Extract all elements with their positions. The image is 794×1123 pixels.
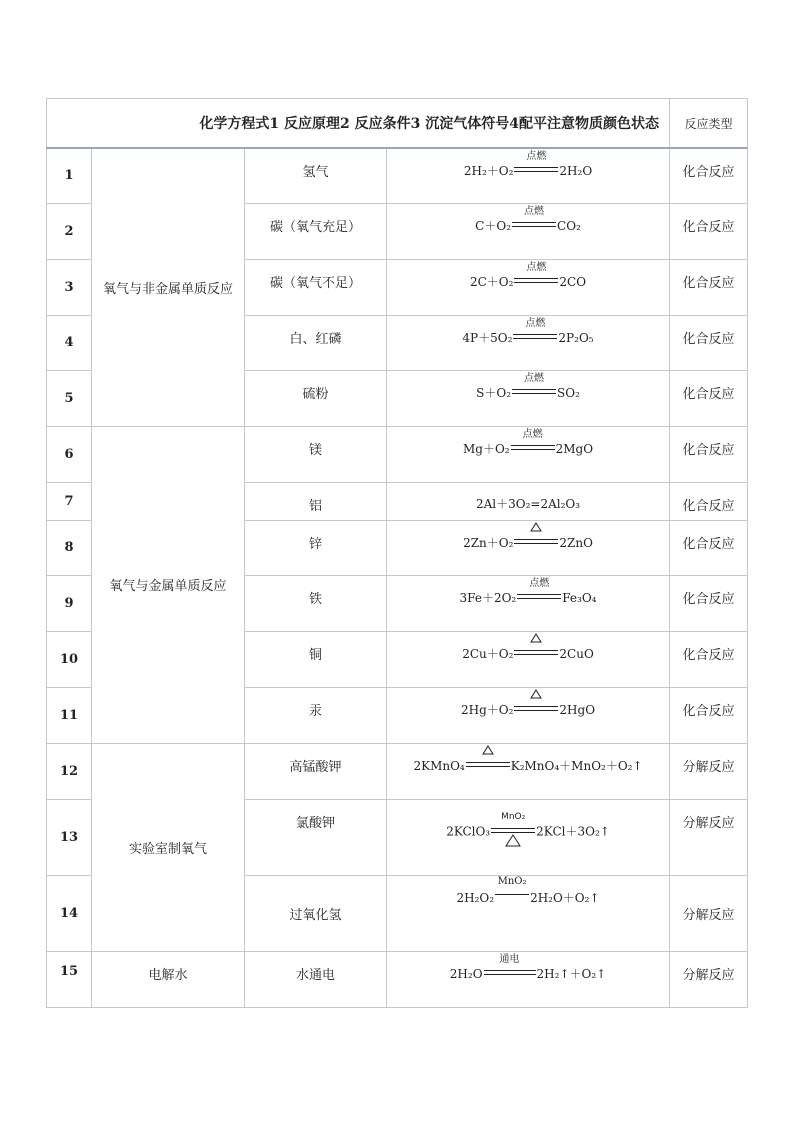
equation [387, 426, 670, 482]
reaction-type: 化合反应 [670, 370, 748, 426]
reaction-type-header: 反应类型 [670, 99, 748, 149]
table-row [47, 426, 748, 482]
eq-left: 2H₂O [449, 966, 483, 981]
row-number: 3 [47, 259, 92, 315]
reactant-name: 氯酸钾 [245, 799, 387, 875]
reactant-name: 硫粉 [245, 370, 387, 426]
reactant-name: 氢气 [245, 148, 387, 203]
reaction-type: 化合反应 [670, 426, 748, 482]
row-number: 12 [47, 743, 92, 799]
equation [387, 370, 670, 426]
table-header-row [47, 99, 748, 149]
group-metal: 氧气与金属单质反应 [92, 426, 245, 743]
equation [387, 951, 670, 1007]
reactant-name: 高锰酸钾 [245, 743, 387, 799]
row-number: 1 [47, 148, 92, 203]
table-row [47, 148, 748, 203]
reactant-name: 铁 [245, 575, 387, 631]
row-number: 11 [47, 687, 92, 743]
eq-right: 2H₂↑＋O₂↑ [536, 966, 607, 981]
heat-triangle-icon [530, 689, 542, 699]
condition-catalyst-heat: MnO₂ [491, 812, 535, 852]
equation [387, 203, 670, 259]
equation [387, 631, 670, 687]
eq-left: 2Zn＋O₂ [463, 535, 514, 550]
heat-triangle-icon [530, 633, 542, 643]
equation [387, 875, 670, 951]
eq-right: 2CO [559, 274, 587, 289]
equation [387, 575, 670, 631]
condition-electricity: 通电 [484, 964, 536, 978]
heat-triangle-icon [482, 745, 494, 755]
eq-left: Mg＋O₂ [462, 441, 510, 456]
eq-right: K₂MnO₄＋MnO₂＋O₂↑ [510, 758, 643, 773]
reactant-name: 锌 [245, 520, 387, 575]
group-nonmetal: 氧气与非金属单质反应 [92, 148, 245, 426]
eq-left: 2Cu＋O₂ [462, 646, 514, 661]
reaction-type: 化合反应 [670, 482, 748, 520]
condition-ignite: 点燃 [517, 588, 561, 602]
row-number: 5 [47, 370, 92, 426]
row-number: 13 [47, 799, 92, 875]
eq-right: CO₂ [557, 218, 581, 233]
condition-ignite: 点燃 [512, 383, 556, 397]
group-electrolysis: 电解水 [92, 951, 245, 1007]
eq-left: 2KClO₃ [446, 824, 491, 838]
equation [387, 743, 670, 799]
eq-right: 2HgO [559, 702, 596, 717]
condition-ignite: 点燃 [514, 272, 558, 286]
row-number: 4 [47, 315, 92, 370]
reaction-type: 分解反应 [670, 743, 748, 799]
reactant-name: 铜 [245, 631, 387, 687]
reactant-name: 碳（氧气不足） [245, 259, 387, 315]
table-row [47, 743, 748, 799]
reactant-name: 水通电 [245, 951, 387, 1007]
eq-left: 4P＋5O₂ [462, 330, 513, 345]
row-number: 8 [47, 520, 92, 575]
table-row [47, 951, 748, 1007]
eq-right: SO₂ [557, 385, 580, 400]
equation: 2Al＋3O₂=2Al₂O₃ [387, 482, 670, 520]
condition-heat [466, 756, 510, 770]
eq-right: 2H₂O＋O₂↑ [530, 890, 600, 905]
equation [387, 520, 670, 575]
reaction-type: 化合反应 [670, 203, 748, 259]
equation [387, 799, 670, 875]
condition-ignite: 点燃 [511, 439, 555, 453]
reaction-type: 分解反应 [670, 799, 748, 875]
eq-left: 2H₂O₂ [456, 890, 495, 905]
reaction-type: 化合反应 [670, 148, 748, 203]
eq-left: 2H₂＋O₂ [463, 164, 514, 178]
eq-left: 2KMnO₄ [413, 758, 465, 773]
eq-right: 2ZnO [559, 535, 593, 550]
heat-triangle-icon [530, 522, 542, 532]
reactant-name: 过氧化氢 [245, 875, 387, 951]
reaction-type: 化合反应 [670, 631, 748, 687]
reactant-name: 汞 [245, 687, 387, 743]
reaction-type: 分解反应 [670, 875, 748, 951]
condition-heat [514, 700, 558, 714]
group-lab-oxygen: 实验室制氧气 [92, 743, 245, 951]
reaction-type: 化合反应 [670, 259, 748, 315]
reactant-name: 铝 [245, 482, 387, 520]
eq-right: 2MgO [555, 441, 594, 456]
eq-left: C＋O₂ [475, 218, 512, 233]
condition-ignite: 点燃 [512, 216, 556, 230]
equation [387, 259, 670, 315]
reactant-name: 碳（氧气充足） [245, 203, 387, 259]
row-number: 14 [47, 875, 92, 951]
reactant-name: 镁 [245, 426, 387, 482]
row-number: 6 [47, 426, 92, 482]
row-number: 2 [47, 203, 92, 259]
condition-ignite: 点燃 [514, 161, 558, 175]
eq-left: 3Fe＋2O₂ [459, 590, 517, 605]
reaction-type: 化合反应 [670, 315, 748, 370]
eq-right: 2CuO [559, 646, 594, 661]
row-number: 9 [47, 575, 92, 631]
row-number: 15 [47, 951, 92, 1007]
heat-triangle-icon [505, 834, 521, 847]
reaction-type: 化合反应 [670, 575, 748, 631]
eq-right: 2H₂O [559, 164, 593, 178]
row-number: 10 [47, 631, 92, 687]
eq-right: Fe₃O₄ [562, 590, 597, 605]
equation [387, 315, 670, 370]
row-number: 7 [47, 482, 92, 520]
reaction-table [46, 98, 748, 1008]
table-title: 化学方程式1 反应原理2 反应条件3 沉淀气体符号4配平注意物质颜色状态 [47, 99, 670, 149]
equation [387, 148, 670, 203]
reaction-type: 分解反应 [670, 951, 748, 1007]
condition-heat [514, 644, 558, 658]
reactant-name: 白、红磷 [245, 315, 387, 370]
condition-ignite: 点燃 [513, 328, 557, 342]
eq-left: 2C＋O₂ [469, 274, 514, 289]
reaction-type: 化合反应 [670, 687, 748, 743]
eq-left: S＋O₂ [476, 385, 512, 400]
equation [387, 687, 670, 743]
eq-right: 2P₂O₅ [558, 330, 594, 345]
reaction-type: 化合反应 [670, 520, 748, 575]
eq-right: 2KCl＋3O₂↑ [536, 824, 610, 838]
condition-heat [514, 533, 558, 547]
condition-catalyst: MnO₂ [495, 888, 529, 902]
eq-left: 2Hg＋O₂ [460, 702, 514, 717]
